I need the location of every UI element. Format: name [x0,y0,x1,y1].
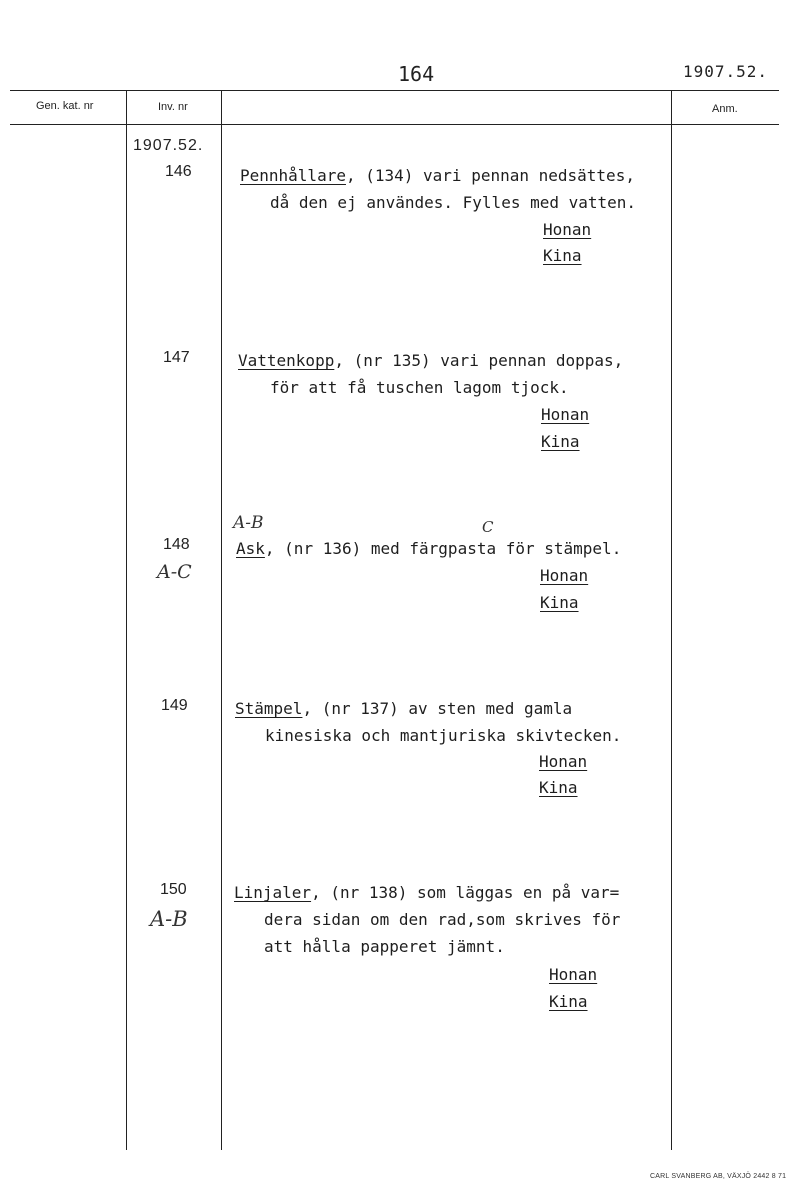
catalog-series-code: 1907.52. [683,62,769,81]
origin-place: Honan [539,752,588,771]
entry-line [235,695,572,722]
entry-line [240,162,635,189]
inventory-number: 148 [163,536,190,553]
column-header-gen-kat: Gen. kat. nr [36,100,94,112]
column-divider-gen-inv [126,90,127,1150]
entry-description: , (nr 135) vari pennan doppas, [334,351,624,370]
entry-description: , (nr 136) med färgpasta för stämpel. [264,539,622,558]
handwritten-inventory-mark: A-B [150,907,188,931]
object-name: Linjaler [234,883,312,902]
inventory-number: 149 [161,697,188,714]
origin-country: Kina [543,246,582,265]
entry-line [234,879,619,906]
origin-country: Kina [539,778,578,797]
origin-place: Honan [541,405,590,424]
origin-country: Kina [541,432,580,451]
entry-continuation: för att få tuschen lagom tjock. [270,378,569,397]
inventory-number: 147 [163,349,190,366]
entry-continuation: då den ej användes. Fylles med vatten. [270,193,637,212]
entry-line [236,535,621,562]
entry-line [238,347,623,374]
series-label: 1907.52. [133,137,204,154]
entry-continuation: dera sidan om den rad,som skrives för [264,910,621,929]
printer-imprint: CARL SVANBERG AB, VÄXJÖ 2442 8 71 [650,1173,787,1180]
handwritten-inventory-mark: A-C [157,561,192,583]
origin-place: Honan [540,566,589,585]
entry-description: , (nr 137) av sten med gamla [302,699,573,718]
column-header-inv: Inv. nr [158,101,188,113]
origin-country: Kina [549,992,588,1011]
handwritten-annotation: C [482,518,494,536]
inventory-number: 146 [165,163,192,180]
column-header-anm: Anm. [712,103,738,115]
page-number: 164 [398,62,435,86]
entry-continuation: att hålla papperet jämnt. [264,937,505,956]
origin-place: Honan [543,220,592,239]
object-name: Stämpel [235,699,303,718]
entry-continuation: kinesiska och mantjuriska skivtecken. [265,726,622,745]
entry-description: , (nr 138) som läggas en på var= [311,883,620,902]
object-name: Pennhållare [240,166,346,185]
origin-country: Kina [540,593,579,612]
column-divider-inv-desc [221,90,222,1150]
entry-description: , (134) vari pennan nedsättes, [345,166,635,185]
object-name: Ask [236,539,265,558]
inventory-number: 150 [160,881,187,898]
object-name: Vattenkopp [238,351,335,370]
origin-place: Honan [549,965,598,984]
handwritten-annotation: A-B [233,513,264,533]
column-divider-desc-anm [671,90,672,1150]
